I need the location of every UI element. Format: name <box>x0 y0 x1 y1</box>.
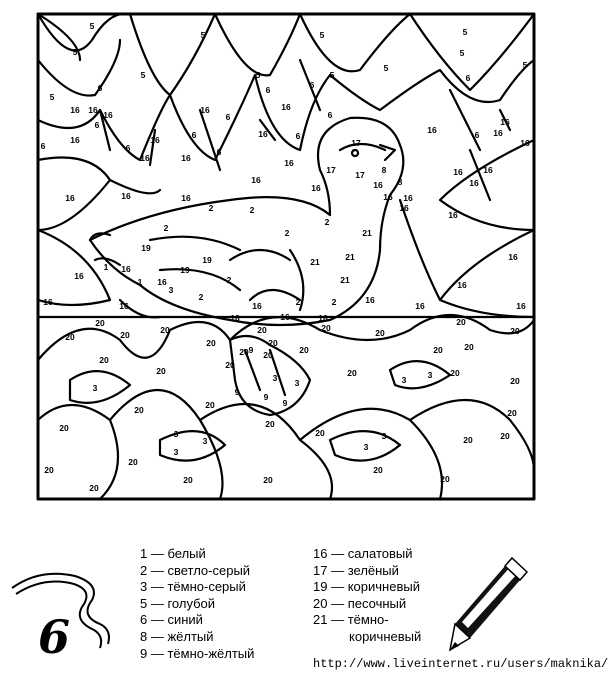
region-number: 20 <box>120 330 130 340</box>
region-number: 6 <box>40 141 46 151</box>
legend-row <box>140 579 254 596</box>
legend-row <box>140 646 254 663</box>
legend-dash: — <box>327 546 348 561</box>
legend-dash: — <box>147 595 168 611</box>
region-number: 16 <box>373 180 383 190</box>
region-number: 1 <box>103 262 109 272</box>
legend-color-name: тёмно-серый <box>167 579 246 595</box>
region-number: 20 <box>59 423 69 433</box>
region-number: 16 <box>88 105 98 115</box>
legend-color-name: коричневый <box>347 579 420 595</box>
region-number: 16 <box>70 105 80 115</box>
region-number: 3 <box>381 431 387 441</box>
region-number: 20 <box>156 366 166 376</box>
region-number: 20 <box>464 342 474 352</box>
region-number: 5 <box>329 70 335 80</box>
region-number: 2 <box>198 292 204 302</box>
legend-number: 21 <box>313 612 328 628</box>
legend-color-name: жёлтый <box>167 628 214 644</box>
region-number: 3 <box>168 285 174 295</box>
region-number: 6 <box>94 120 100 130</box>
region-number: 2 <box>324 217 330 227</box>
region-number: 16 <box>251 175 261 185</box>
legend-row <box>140 629 254 646</box>
legend-number: 1 <box>140 546 148 561</box>
region-number: 5 <box>255 70 261 80</box>
legend-dash: — <box>327 562 348 578</box>
region-number: 16 <box>427 125 437 135</box>
legend-number: 8 <box>140 628 148 644</box>
region-number: 6 <box>327 110 333 120</box>
legend-row <box>140 546 254 563</box>
legend-color-name: тёмно- <box>347 612 389 628</box>
region-number: 16 <box>65 193 75 203</box>
legend-color-name: синий <box>167 612 203 628</box>
region-number: 16 <box>121 264 131 274</box>
region-number: 6 <box>225 112 231 122</box>
region-number: 6 <box>265 85 271 95</box>
legend-dash: — <box>147 546 168 561</box>
legend-number: 19 <box>313 579 328 595</box>
region-number: 20 <box>347 368 357 378</box>
legend-row <box>140 612 254 629</box>
region-number: 2 <box>249 205 255 215</box>
bird-outline <box>90 118 403 325</box>
region-number: 3 <box>173 447 179 457</box>
region-number: 16 <box>280 312 290 322</box>
legend-color-name: песочный <box>347 595 407 611</box>
legend-number: 5 <box>140 595 148 611</box>
region-number: 3 <box>363 442 369 452</box>
color-legend-left <box>140 546 254 662</box>
region-number: 6 <box>216 147 222 157</box>
region-number: 20 <box>299 345 309 355</box>
region-number: 3 <box>202 436 208 446</box>
region-number: 16 <box>119 301 129 311</box>
region-number: 16 <box>457 280 467 290</box>
region-number: 16 <box>403 193 413 203</box>
region-number: 3 <box>427 370 433 380</box>
region-number: 20 <box>463 435 473 445</box>
region-number: 20 <box>99 355 109 365</box>
legend-row <box>140 563 254 580</box>
legend-color-name: зелёный <box>347 562 399 578</box>
region-number: 5 <box>319 30 325 40</box>
legend-dash: — <box>147 612 168 628</box>
legend-row <box>313 612 421 629</box>
region-number: 3 <box>92 383 98 393</box>
region-number: 20 <box>65 332 75 342</box>
region-number: 20 <box>315 428 325 438</box>
legend-row <box>140 596 254 613</box>
legend-dash: — <box>147 645 168 661</box>
region-number: 20 <box>500 431 510 441</box>
legend-color-name: голубой <box>167 595 216 611</box>
region-number: 20 <box>373 465 383 475</box>
region-number: 20 <box>225 360 235 370</box>
legend-row <box>313 596 421 613</box>
region-number: 20 <box>375 328 385 338</box>
region-number: 20 <box>205 400 215 410</box>
region-number: 5 <box>89 21 95 31</box>
region-number: 16 <box>469 178 479 188</box>
region-number: 16 <box>258 129 268 139</box>
region-number: 9 <box>234 387 240 397</box>
region-number: 16 <box>140 153 150 163</box>
region-number: 21 <box>310 257 320 267</box>
region-number: 20 <box>206 338 216 348</box>
legend-color-name: белый <box>167 546 206 561</box>
region-number: 20 <box>510 376 520 386</box>
region-number: 16 <box>252 301 262 311</box>
region-number: 20 <box>263 475 273 485</box>
region-number: 2 <box>295 297 301 307</box>
legend-number: 20 <box>313 595 328 611</box>
region-number: 16 <box>70 135 80 145</box>
region-number: 6 <box>295 131 301 141</box>
region-number: 19 <box>202 255 212 265</box>
region-number: 5 <box>49 92 55 102</box>
region-number: 6 <box>309 80 315 90</box>
pencil-icon <box>450 558 527 650</box>
region-number: 6 <box>125 143 131 153</box>
region-number: 16 <box>415 301 425 311</box>
region-number: 20 <box>263 350 273 360</box>
region-number: 5 <box>383 63 389 73</box>
region-number: 16 <box>103 110 113 120</box>
region-number: 2 <box>284 228 290 238</box>
region-number: 20 <box>128 457 138 467</box>
region-number: 16 <box>520 138 530 148</box>
region-number: 16 <box>157 277 167 287</box>
legend-dash: — <box>327 612 348 628</box>
region-number: 2 <box>331 297 337 307</box>
region-number: 5 <box>140 70 146 80</box>
region-number: 16 <box>74 271 84 281</box>
region-number: 16 <box>181 193 191 203</box>
region-number: 16 <box>150 135 160 145</box>
region-number: 2 <box>163 223 169 233</box>
region-number: 20 <box>257 325 267 335</box>
region-number: 20 <box>321 323 331 333</box>
region-number: 16 <box>230 313 240 323</box>
legend-dash: — <box>327 595 348 611</box>
region-number: 2 <box>208 203 214 213</box>
legend-color-name: тёмно-жёлтый <box>167 645 255 661</box>
region-number: 2 <box>226 275 232 285</box>
region-number: 9 <box>282 398 288 408</box>
region-number: 16 <box>399 203 409 213</box>
region-number: 6 <box>465 73 471 83</box>
region-number: 20 <box>134 405 144 415</box>
region-number: 20 <box>239 347 249 357</box>
region-number: 6 <box>97 83 103 93</box>
region-number: 16 <box>383 192 393 202</box>
region-number: 16 <box>493 128 503 138</box>
region-number: 5 <box>72 47 78 57</box>
legend-number: 6 <box>140 612 148 628</box>
region-number: 5 <box>462 27 468 37</box>
region-number: 5 <box>522 60 528 70</box>
region-number: 20 <box>507 408 517 418</box>
region-number: 9 <box>248 345 254 355</box>
region-number: 8 <box>381 165 387 175</box>
legend-color-name: коричневый <box>349 628 422 644</box>
region-number: 16 <box>483 165 493 175</box>
region-number: 20 <box>510 326 520 336</box>
legend-number: 16 <box>313 546 328 561</box>
legend-number: 3 <box>140 579 148 595</box>
region-number: 20 <box>95 318 105 328</box>
region-number: 20 <box>183 475 193 485</box>
region-number: 20 <box>89 483 99 493</box>
region-number: 16 <box>281 102 291 112</box>
region-number: 17 <box>355 170 365 180</box>
region-number: 16 <box>121 191 131 201</box>
legend-row <box>313 579 421 596</box>
color-legend-right <box>313 546 421 646</box>
region-number: 3 <box>401 375 407 385</box>
region-number: 20 <box>433 345 443 355</box>
source-url: http://www.liveinternet.ru/users/maknika/ <box>313 657 608 671</box>
region-number: 20 <box>265 419 275 429</box>
region-number: 20 <box>456 317 466 327</box>
region-number: 21 <box>345 252 355 262</box>
region-number: 6 <box>474 130 480 140</box>
region-number: 21 <box>362 228 372 238</box>
region-number: 16 <box>453 167 463 177</box>
region-number: 20 <box>440 474 450 484</box>
region-number: 21 <box>340 275 350 285</box>
region-number: 20 <box>160 325 170 335</box>
region-number: 8 <box>397 177 403 187</box>
region-number: 16 <box>365 295 375 305</box>
region-number: 3 <box>272 373 278 383</box>
region-number: 20 <box>268 338 278 348</box>
legend-row <box>313 546 421 563</box>
legend-color-name: светло-серый <box>167 562 251 578</box>
legend-dash: — <box>147 579 168 595</box>
legend-dash: — <box>327 579 348 595</box>
legend-number: 9 <box>140 645 148 661</box>
region-number: 16 <box>318 313 328 323</box>
legend-dash: — <box>147 562 168 578</box>
region-number: 20 <box>44 465 54 475</box>
region-number: 19 <box>180 265 190 275</box>
legend-row <box>313 563 421 580</box>
region-number: 3 <box>173 429 179 439</box>
region-number: 16 <box>181 153 191 163</box>
region-number: 20 <box>450 368 460 378</box>
region-number: 16 <box>500 117 510 127</box>
region-number: 17 <box>351 138 361 148</box>
region-number: 16 <box>516 301 526 311</box>
region-number: 16 <box>200 105 210 115</box>
region-number: 3 <box>294 378 300 388</box>
region-number: 16 <box>508 252 518 262</box>
legend-number: 17 <box>313 562 328 578</box>
region-number: 16 <box>448 210 458 220</box>
region-number: 5 <box>200 30 206 40</box>
legend-color-name: салатовый <box>347 546 413 561</box>
legend-number: 2 <box>140 562 148 578</box>
legend-row <box>313 629 421 646</box>
region-number: 16 <box>311 183 321 193</box>
region-number: 17 <box>326 165 336 175</box>
region-number: 1 <box>137 277 143 287</box>
region-number: 9 <box>263 392 269 402</box>
region-number: 19 <box>141 243 151 253</box>
region-number: 5 <box>459 48 465 58</box>
region-number: 16 <box>43 297 53 307</box>
region-number: 6 <box>191 130 197 140</box>
legend-dash: — <box>147 628 168 644</box>
region-number: 16 <box>284 158 294 168</box>
page-number: 6 <box>38 610 71 664</box>
